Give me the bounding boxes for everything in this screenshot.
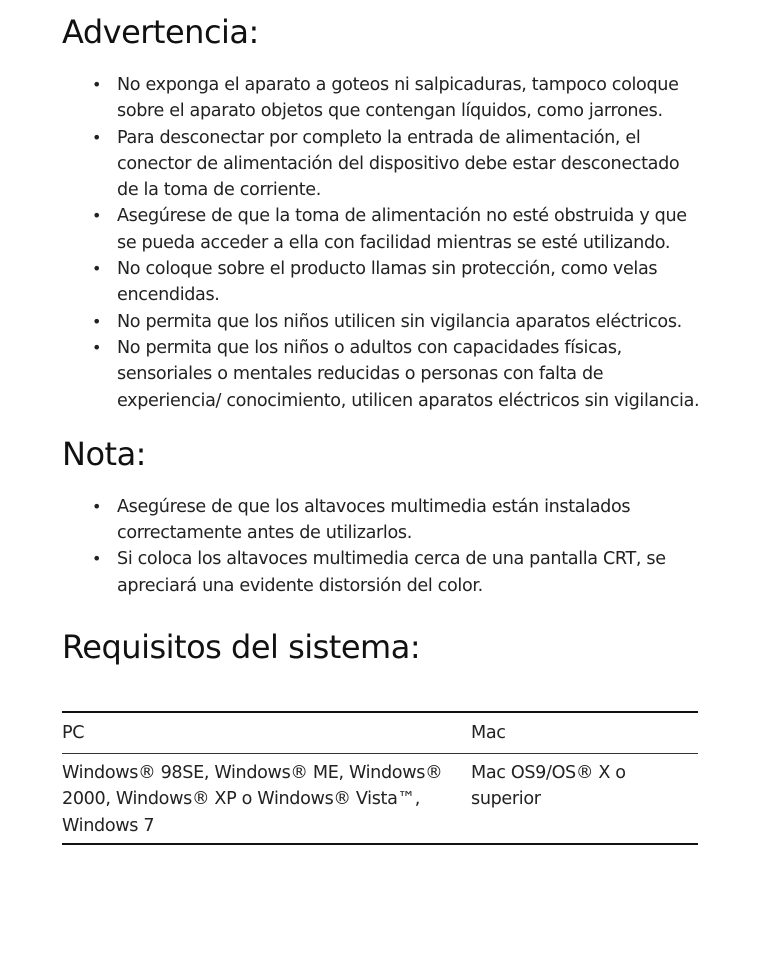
bullet-icon: • — [92, 259, 102, 279]
table-row — [62, 754, 698, 844]
note-heading: Nota: — [62, 434, 146, 473]
list-item — [62, 494, 702, 547]
warning-heading: Advertencia: — [62, 13, 259, 51]
note-list — [62, 494, 702, 599]
bullet-icon: • — [92, 127, 102, 147]
bullet-icon: • — [92, 206, 102, 226]
bullet-icon: • — [92, 549, 102, 569]
list-item-text: No coloque sobre el producto llamas sin protección, como velas encendidas. — [117, 259, 658, 306]
list-item — [62, 125, 702, 204]
list-item-text: No permita que los niños utilicen sin vigilancia aparatos eléctricos. — [117, 311, 682, 332]
list-item-text: No exponga el aparato a goteos ni salpicaduras, tampoco coloque sobre el aparato objetos que contengan líquidos, como jarrones. — [117, 75, 679, 122]
requirements-heading: Requisitos del sistema: — [62, 628, 421, 667]
bullet-icon: • — [92, 311, 102, 331]
list-item — [62, 309, 702, 335]
table-cell-mac: Mac OS9/OS® X o superior — [471, 754, 698, 844]
list-item — [62, 546, 702, 599]
column-header-mac: Mac — [471, 712, 698, 754]
warning-list — [62, 72, 702, 414]
list-item — [62, 203, 702, 256]
list-item-text: Si coloca los altavoces multimedia cerca de una pantalla CRT, se apreciará una evidente distorsión del color. — [117, 549, 666, 596]
bullet-icon: • — [92, 496, 102, 516]
list-item — [62, 256, 702, 309]
list-item-text: Asegúrese de que los altavoces multimedia están instalados correctamente antes de utilizarlos. — [117, 496, 631, 544]
table-header-row — [62, 712, 698, 754]
document-page — [62, 0, 702, 845]
requirements-table — [62, 711, 698, 845]
table-cell-pc: Windows® 98SE, Windows® ME, Windows® 2000, Windows® XP o Windows® Vista™, Windows 7 — [62, 754, 471, 844]
list-item-text: Asegúrese de que la toma de alimentación no esté obstruida y que se pueda acceder a ella con facilidad mientras se esté utilizando. — [117, 206, 687, 253]
list-item — [62, 335, 702, 414]
list-item — [62, 72, 702, 125]
bullet-icon: • — [92, 75, 102, 94]
list-item-text: Para desconectar por completo la entrada de alimentación, el conector de alimentación del dispositivo debe estar desconectado de la toma de corriente. — [117, 127, 680, 201]
bullet-icon: • — [92, 337, 102, 357]
list-item-text: No permita que los niños o adultos con capacidades físicas, sensoriales o mentales reducidas o personas con falta de experiencia/ conocimiento, utilicen aparatos eléctricos sin vigilancia. — [117, 337, 700, 411]
column-header-pc: PC — [62, 712, 471, 754]
